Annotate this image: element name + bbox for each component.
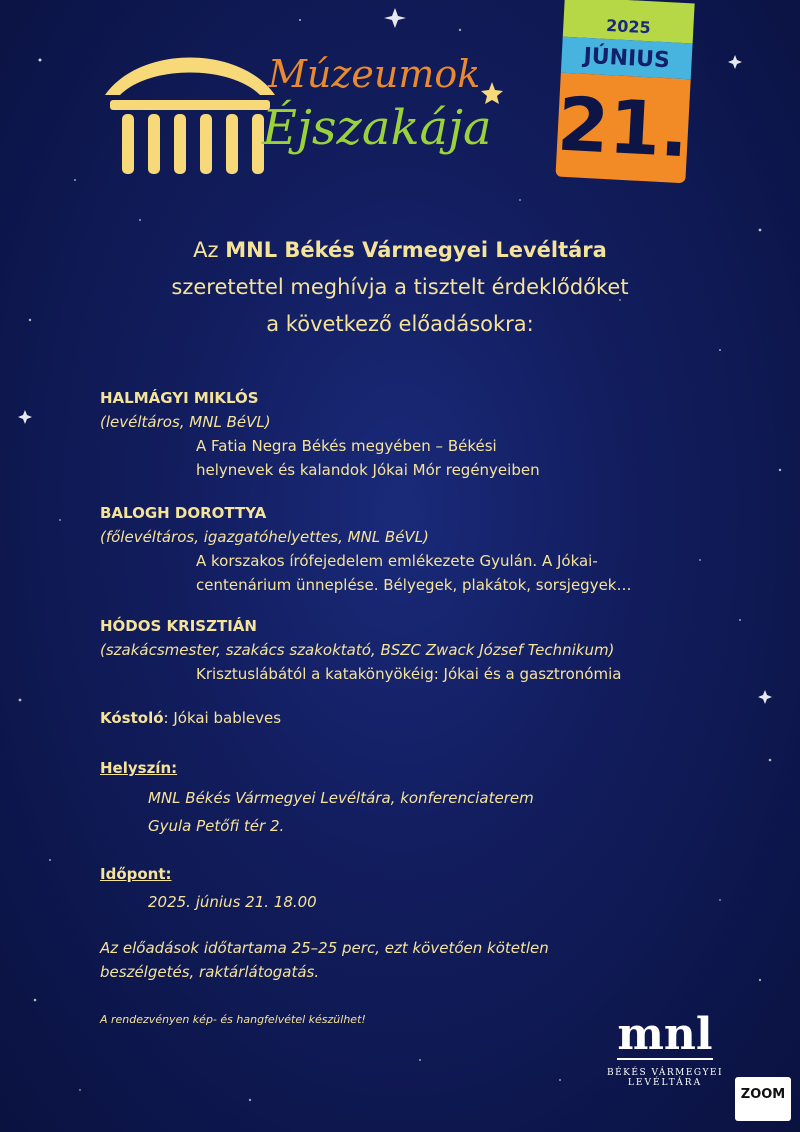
- duration-note: [100, 936, 740, 984]
- time: [100, 862, 740, 914]
- mnl-line1: BÉKÉS VÁRMEGYEI: [606, 1068, 724, 1078]
- lecturer-name: HÓDOS KRISZTIÁN: [100, 617, 257, 635]
- intro-line3: a következő előadásokra:: [266, 312, 534, 336]
- lecturer-name: HALMÁGYI MIKLÓS: [100, 389, 259, 407]
- intro-line2: szeretettel meghívja a tisztelt érdeklődőket: [171, 275, 629, 299]
- time-label: Időpont:: [100, 865, 172, 883]
- calendar-year: 2025: [605, 15, 652, 38]
- mnl-logo: [600, 1009, 730, 1088]
- lecture-title-cont: centenárium ünneplése. Bélyegek, plakátok, sorsjegyek…: [196, 576, 632, 594]
- time-value: 2025. június 21. 18.00: [148, 893, 317, 911]
- mnl-mark: mnl: [617, 1009, 713, 1060]
- intro-prefix: Az: [193, 238, 226, 262]
- museum-roof-icon: [105, 58, 275, 96]
- calendar-badge: [555, 0, 694, 185]
- lecture-title-cont: helynevek és kalandok Jókai Mór regényeiben: [196, 461, 540, 479]
- lecturer-name: BALOGH DOROTTYA: [100, 504, 267, 522]
- venue: [100, 756, 740, 838]
- lecture-title: Krisztuslábától a katakönyökéig: Jókai és a gasztronómia: [196, 665, 622, 683]
- calendar-month: JÚNIUS: [561, 37, 693, 80]
- lecture-title: A Fatia Negra Békés megyében – Békési: [196, 437, 497, 455]
- duration-line1: Az előadások időtartama 25–25 perc, ezt követően kötetlen: [100, 939, 549, 957]
- mnl-line2: LEVÉLTÁRA: [627, 1078, 703, 1088]
- lecturer-role: (szakácsmester, szakács szakoktató, BSZC Zwack József Technikum): [100, 641, 615, 659]
- venue-line1: MNL Békés Vármegyei Levéltára, konferenciaterem: [148, 789, 534, 807]
- invitation-intro: [0, 232, 800, 343]
- lecture-1: [100, 386, 740, 482]
- venue-line2: Gyula Petőfi tér 2.: [148, 817, 285, 835]
- tasting-value: : Jókai bableves: [163, 709, 282, 727]
- lecture-3: [100, 614, 740, 686]
- tasting-label: Kóstoló: [100, 709, 164, 727]
- venue-label: Helyszín:: [100, 759, 178, 777]
- zoom-logo: [735, 1077, 791, 1121]
- duration-line2: beszélgetés, raktárlátogatás.: [100, 963, 320, 981]
- intro-org: MNL Békés Vármegyei Levéltára: [225, 238, 607, 262]
- zoom-text: ZOOM: [740, 1087, 786, 1102]
- lecture-title: A korszakos írófejedelem emlékezete Gyulán. A Jókai-: [196, 552, 598, 570]
- lecturer-role: (levéltáros, MNL BéVL): [100, 413, 271, 431]
- recording-notice: A rendezvényen kép- és hangfelvétel készülhet!: [100, 1013, 366, 1026]
- lecture-2: [100, 501, 740, 597]
- logo-line2: Éjszakája: [262, 100, 492, 156]
- logo-line1: Múzeumok: [268, 52, 481, 96]
- calendar-day: 21.: [555, 73, 690, 184]
- lecturer-role: (főlevéltáros, igazgatóhelyettes, MNL BéVL): [100, 528, 429, 546]
- tasting: [100, 706, 740, 730]
